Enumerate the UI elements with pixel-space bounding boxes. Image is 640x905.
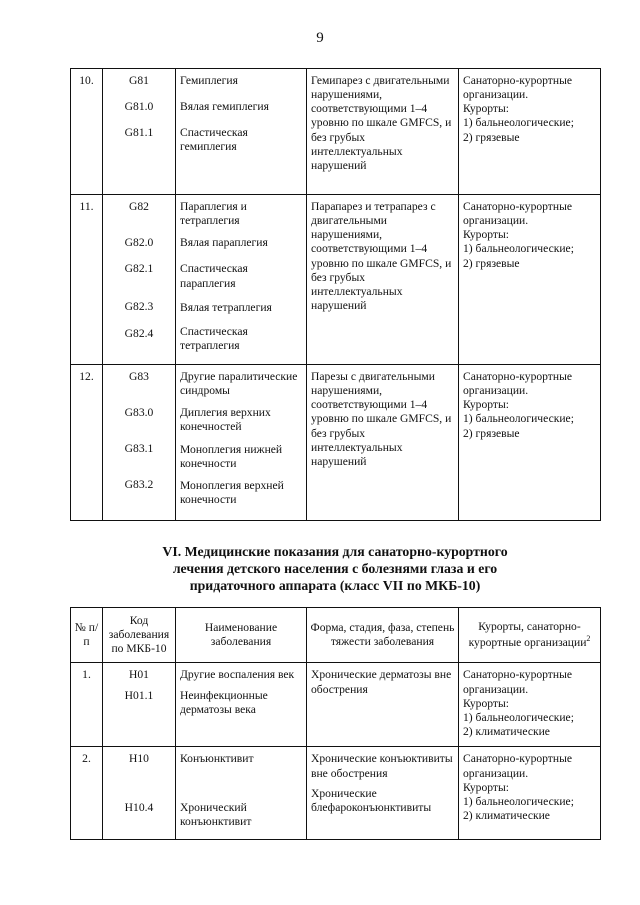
icd-codes xyxy=(103,747,176,839)
resort-line: Санаторно-курортные организации. xyxy=(463,752,573,780)
disease-name: Хронический конъюнктивит xyxy=(180,800,252,828)
disease-names xyxy=(176,69,307,195)
icd-code: H01.1 xyxy=(124,688,154,702)
table-row xyxy=(71,663,601,747)
disease-form: Гемипарез с двигательными нарушениями, соответствующими 1–4 уровню по шкале GMFCS, и без грубых интеллектуальных нарушений xyxy=(307,69,459,195)
disease-name: Параплегия и тетраплегия xyxy=(180,200,247,228)
icd-code: G83.1 xyxy=(124,442,154,456)
column-header-code: Код заболевания по МКБ-10 xyxy=(103,608,176,663)
disease-names xyxy=(176,195,307,365)
indications-table-neuro xyxy=(70,68,601,521)
disease-name: Вялая гемиплегия xyxy=(180,100,269,114)
icd-code: G81.1 xyxy=(124,126,154,140)
footnote-marker: 2 xyxy=(586,634,591,644)
section-heading-line: придаточного аппарата (класс VII по МКБ-10) xyxy=(189,578,481,594)
icd-code: H10 xyxy=(129,752,149,766)
icd-codes xyxy=(103,365,176,521)
column-header-resorts-text: Курорты, санаторно-курортные организации xyxy=(468,620,587,650)
icd-codes xyxy=(103,195,176,365)
icd-code: G82.4 xyxy=(124,326,154,340)
resort-line: Санаторно-курортные организации. xyxy=(463,200,573,228)
resort-line: Санаторно-курортные организации. xyxy=(463,74,573,102)
resort-line: 2) климатические xyxy=(463,724,550,738)
icd-code: G82.0 xyxy=(124,236,154,250)
icd-code: G82 xyxy=(129,200,149,213)
table-row xyxy=(71,69,601,195)
disease-form: Парапарез и тетрапарез с двигательными нарушениями, соответствующими 1–4 уровню по шкале GMFCS, и без грубых интеллектуальных нарушений xyxy=(307,195,459,365)
icd-code: G81 xyxy=(129,74,149,87)
icd-code: G82.3 xyxy=(124,300,154,314)
column-header-resorts xyxy=(459,608,601,663)
resort-line: 1) бальнеологические; xyxy=(463,794,574,808)
disease-name: Спастическая параплегия xyxy=(180,262,248,290)
resort-line: 2) грязевые xyxy=(463,426,520,440)
disease-form: Парезы с двигательными нарушениями, соответствующими 1–4 уровню по шкале GMFCS, и без грубых интеллектуальных нарушений xyxy=(307,365,459,521)
resort-line: 1) бальнеологические; xyxy=(463,412,574,426)
section-heading-line: VI. Медицинские показания для санаторно-курортного xyxy=(162,544,508,559)
section-heading-line: лечения детского населения с болезнями глаза и его xyxy=(172,561,498,577)
resort-line: 1) бальнеологические; xyxy=(463,710,574,724)
disease-name: Моноплегия верхней конечности xyxy=(180,478,284,506)
row-number: 12. xyxy=(71,365,103,521)
resorts-cell xyxy=(459,365,601,521)
disease-names xyxy=(176,747,307,839)
resort-line: Курорты: xyxy=(463,102,509,116)
resort-line: 2) климатические xyxy=(463,808,550,822)
resorts-cell xyxy=(459,747,601,839)
column-header-name: Наименование заболевания xyxy=(176,608,307,663)
disease-name: Вялая параплегия xyxy=(180,236,268,250)
disease-names xyxy=(176,365,307,521)
disease-name: Диплегия верхних конечностей xyxy=(180,406,271,434)
disease-form-line: Хронические дерматозы вне обострения xyxy=(311,668,452,696)
disease-name: Конъюнктивит xyxy=(180,752,254,766)
row-number: 10. xyxy=(71,69,103,195)
table-row xyxy=(71,195,601,365)
disease-name: Вялая тетраплегия xyxy=(180,300,272,314)
table-header-row xyxy=(71,608,601,663)
icd-codes xyxy=(103,69,176,195)
disease-name: Спастическая тетраплегия xyxy=(180,324,248,352)
disease-name: Другие воспаления век xyxy=(180,668,295,682)
resort-line: 2) грязевые xyxy=(463,256,520,270)
disease-form-line: Хронические конъюктивиты вне обострения xyxy=(311,752,453,780)
resort-line: 1) бальнеологические; xyxy=(463,116,574,130)
disease-name: Гемиплегия xyxy=(180,74,238,87)
resorts-cell xyxy=(459,663,601,747)
disease-name: Спастическая гемиплегия xyxy=(180,126,248,154)
row-number: 1. xyxy=(71,663,103,747)
disease-name: Моноплегия нижней конечности xyxy=(180,442,283,470)
indications-table-eye xyxy=(70,607,601,840)
icd-code: G83.2 xyxy=(124,478,154,492)
resort-line: 2) грязевые xyxy=(463,130,520,144)
column-header-number: № п/п xyxy=(71,608,103,663)
resorts-cell xyxy=(459,195,601,365)
section-heading xyxy=(70,543,600,595)
icd-code: H10.4 xyxy=(124,800,154,814)
row-number: 11. xyxy=(71,195,103,365)
disease-name: Другие паралитические синдромы xyxy=(180,370,298,398)
icd-codes xyxy=(103,663,176,747)
table-row xyxy=(71,747,601,839)
resorts-cell xyxy=(459,69,601,195)
column-header-form: Форма, стадия, фаза, степень тяжести заболевания xyxy=(307,608,459,663)
disease-form xyxy=(307,663,459,747)
row-number: 2. xyxy=(71,747,103,839)
resort-line: Курорты: xyxy=(463,398,509,412)
resort-line: Санаторно-курортные организации. xyxy=(463,668,573,696)
disease-form xyxy=(307,747,459,839)
disease-names xyxy=(176,663,307,747)
resort-line: Курорты: xyxy=(463,696,509,710)
resort-line: Санаторно-курортные организации. xyxy=(463,370,573,398)
resort-line: Курорты: xyxy=(463,780,509,794)
table-row xyxy=(71,365,601,521)
page-number: 9 xyxy=(316,30,324,46)
resort-line: 1) бальнеологические; xyxy=(463,242,574,256)
icd-code: G81.0 xyxy=(124,100,154,114)
icd-code: G82.1 xyxy=(124,262,154,276)
icd-code: G83.0 xyxy=(124,406,154,420)
resort-line: Курорты: xyxy=(463,228,509,242)
icd-code: H01 xyxy=(129,668,149,682)
icd-code: G83 xyxy=(129,370,149,383)
disease-name: Неинфекционные дерматозы века xyxy=(180,688,268,716)
disease-form-line: Хронические блефароконъюнктивиты xyxy=(311,786,432,814)
